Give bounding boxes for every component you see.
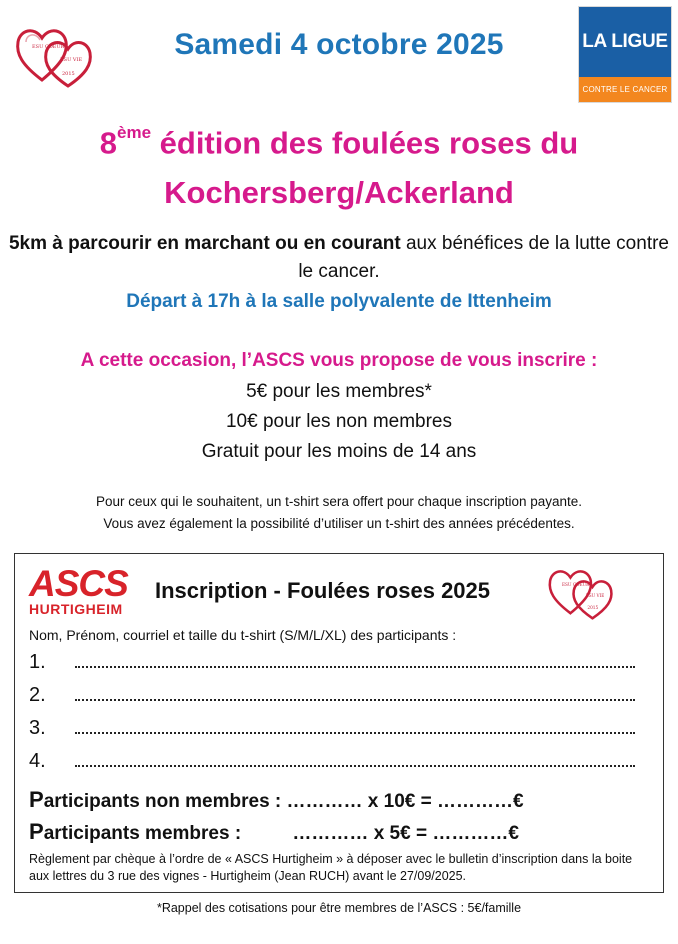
ligue-logo-bottom: CONTRE LE CANCER: [579, 77, 671, 102]
membership-reminder: *Rappel des cotisations pour être membres de l’ASCS : 5€/famille: [156, 901, 522, 915]
participant-dotted-field[interactable]: [75, 683, 635, 701]
form-title: Inscription - Foulées roses 2025: [155, 578, 491, 603]
price-non-members: 10€ pour les non membres: [225, 411, 452, 432]
title-line-2: Kochersberg/Ackerland: [164, 175, 514, 211]
form-instruction: Nom, Prénom, courriel et taille du t-shirt (S/M/L/XL) des participants :: [29, 627, 457, 643]
ligue-contre-cancer-logo: [578, 6, 672, 103]
participant-line-3[interactable]: [29, 716, 635, 744]
participant-number: 2.: [29, 684, 46, 706]
participant-dotted-field[interactable]: [75, 749, 635, 767]
event-date: Samedi 4 octobre 2025: [174, 28, 504, 61]
price-under-14: Gratuit pour les moins de 14 ans: [201, 441, 477, 462]
intro-text: [0, 230, 678, 286]
registration-form: [14, 553, 664, 893]
members-total[interactable]: Participants membres : ………… x 5€ = …………€: [29, 819, 519, 844]
participant-dotted-field[interactable]: [75, 716, 635, 734]
ligue-logo-top: LA LIGUE: [579, 7, 671, 77]
intro-bold: 5km à parcourir en marchant ou en courant: [8, 233, 401, 254]
tshirt-note-2: Vous avez également la possibilité d’utiliser un t-shirt des années précédentes.: [103, 516, 575, 531]
price-list: [0, 377, 678, 467]
small-hearts-text-3: 2015: [587, 604, 599, 610]
ascs-logo: [29, 563, 129, 617]
non-members-total[interactable]: Participants non membres : ………… x 10€ = …………€: [29, 787, 524, 812]
ascs-logo-word: ASCS: [29, 563, 128, 604]
title-line-1: 8ème édition des foulées roses du: [99, 123, 579, 161]
non-members-formula[interactable]: ………… x 10€ = …………€: [281, 791, 524, 812]
hearts-logo-text-2: ESU VIE: [60, 57, 83, 63]
offer-heading: A cette occasion, l’ASCS vous propose de vous inscrire :: [80, 350, 598, 371]
hearts-logo-text-3: 2015: [62, 71, 75, 77]
departure-info: Départ à 17h à la salle polyvalente de Ittenheim: [126, 291, 552, 312]
hearts-logo-text-1: ESU COEUR: [32, 44, 65, 50]
ascs-logo-sub: HURTIGHEIM: [29, 601, 123, 617]
participant-line-1[interactable]: [29, 650, 635, 678]
participant-number: 4.: [29, 750, 46, 772]
participant-line-2[interactable]: [29, 683, 635, 711]
small-hearts-text-1: ESU COEUR: [561, 582, 590, 588]
members-formula[interactable]: ………… x 5€ = …………€: [287, 823, 519, 844]
participant-number: 3.: [29, 717, 46, 739]
intro-rest: aux bénéfices de la lutte contre le cancer.: [298, 233, 669, 282]
tshirt-note-1: Pour ceux qui le souhaitent, un t-shirt sera offert pour chaque inscription payante.: [95, 494, 583, 509]
payment-rule: Règlement par chèque à l’ordre de « ASCS Hurtigheim » à déposer avec le bulletin d’inscription dans la boite aux lettres du 3 rue des vignes - Hurtigheim (Jean RUCH) avant le 27/09/2025.: [29, 852, 633, 883]
participant-dotted-field[interactable]: [75, 650, 635, 668]
tshirt-note: [0, 491, 678, 535]
participant-line-4[interactable]: [29, 749, 635, 777]
hearts-logo-small-icon: [545, 562, 623, 627]
price-members: 5€ pour les membres*: [246, 381, 432, 402]
participant-number: 1.: [29, 651, 46, 673]
title-superscript: ème: [117, 123, 152, 142]
small-hearts-text-2: ESU VIE: [585, 593, 605, 599]
event-title: [0, 112, 678, 218]
